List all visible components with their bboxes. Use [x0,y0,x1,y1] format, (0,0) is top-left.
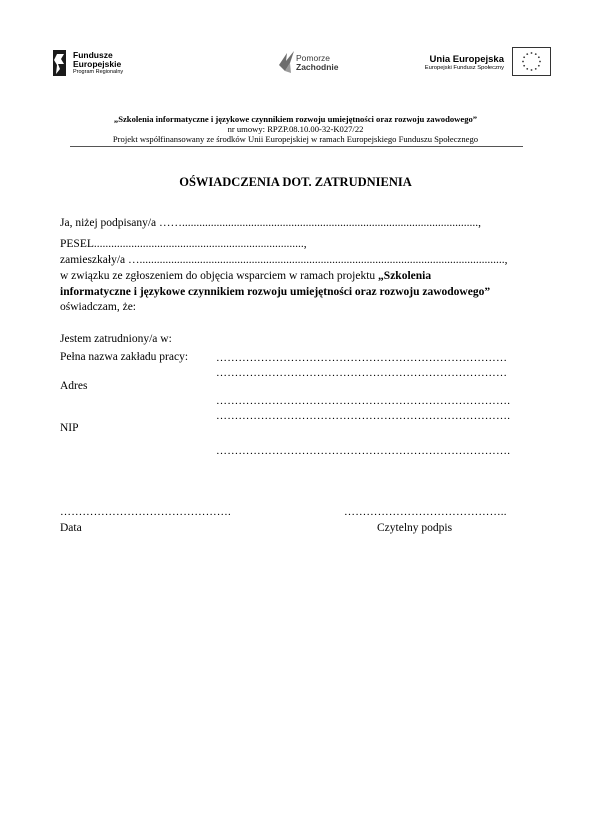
page-title: OŚWIADCZENIA DOT. ZATRUDNIENIA [179,175,412,189]
eu-flag-icon [512,47,551,76]
employed-label: Jestem zatrudniony/a w: [60,333,172,345]
line-declare: oświadczam, że: [60,301,136,313]
declaration-project-a: „Szkolenia [378,270,432,282]
eu-star [539,61,541,63]
address-label: Adres [60,380,88,392]
fe-line1: Fundusze [73,50,113,60]
unia-europejska-text [420,54,504,71]
address-field-line-2[interactable]: ……………………………………………………………………. [216,410,511,422]
nip-field[interactable]: ……………………………………………………………………. [216,445,511,457]
eu-star [531,69,533,71]
eu-star [531,52,533,54]
eu-star [535,68,537,70]
eu-star [526,53,528,55]
eu-star [538,56,540,58]
header-contract: nr umowy: RPZP.08.10.00-32-K027/22 [227,124,364,134]
fe-star-icon [52,48,68,79]
line-pesel: PESEL........................................................................., [60,238,307,250]
line-name: Ja, niżej podpisany/a ……......................................................................................................., [60,217,482,229]
header-cofinanced: Projekt współfinansowany ze środków Unii Europejskiej w ramach Europejskiego Funduszu Społecznego [112,134,479,144]
pomorze-bird-icon [277,49,297,75]
signature-field[interactable]: …………………………………….. [344,506,507,518]
company-label: Pełna nazwa zakładu pracy: [60,351,189,363]
declaration-project-b: informatyczne i językowe czynnikiem rozwoju umiejętności oraz rozwoju zawodowego” [60,286,491,298]
line-declaration [60,269,431,283]
ue-subtitle: Europejski Fundusz Społeczny [424,65,504,71]
date-label: Data [60,522,82,534]
header-divider [70,146,523,147]
eu-star [535,53,537,55]
header-project-title: „Szkolenia informatyczne i językowe czynnikiem rozwoju umiejętności oraz rozwoju zawodowego” [113,114,478,124]
eu-star [523,65,525,67]
date-field[interactable]: ………………………………………. [60,506,231,518]
eu-star [538,65,540,67]
nip-label: NIP [60,422,79,434]
company-field-line-2[interactable]: …………………………………………………………………… [216,367,508,379]
address-field-line-1[interactable]: ……………………………………………………………………. [216,395,511,407]
signature-label: Czytelny podpis [377,522,453,534]
declaration-prefix: w związku ze zgłoszeniem do objęcia wsparciem w ramach projektu [60,270,379,282]
eu-star [523,56,525,58]
pomorze-line1: Pomorze [296,53,331,63]
eu-stars-icon [513,48,550,75]
company-field-line-1[interactable]: …………………………………………………………………… [216,352,508,364]
eu-star [522,61,524,63]
fe-line2: Europejskie [73,59,122,69]
line-address: zamieszkały/a …..............................................................................................................................., [60,254,508,266]
ue-title: Unia Europejska [429,54,504,65]
fe-line3: Program Regionalny [73,69,124,75]
pomorze-line2: Zachodnie [296,62,339,72]
eu-star [526,68,528,70]
